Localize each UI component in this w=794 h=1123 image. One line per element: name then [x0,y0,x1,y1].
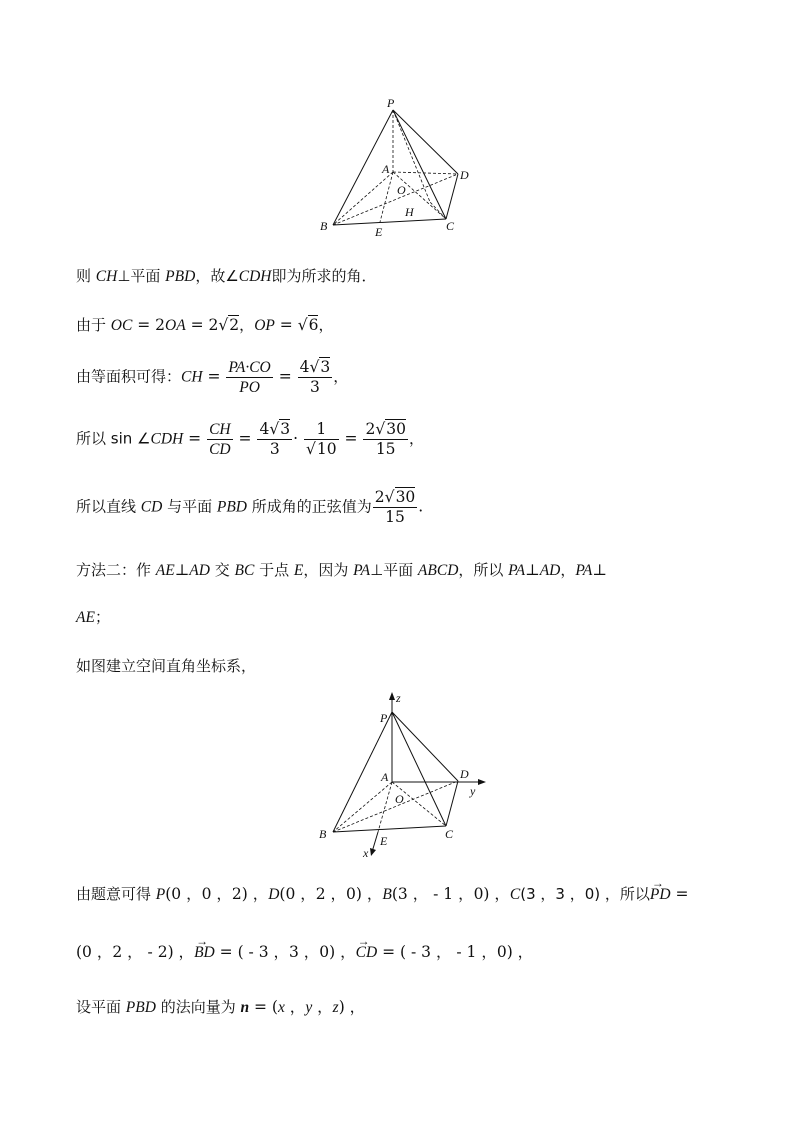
pyramid-figure-1 [310,92,480,242]
text-line-7: AE； [76,608,110,626]
label-P: P [380,711,388,725]
label-C: C [446,219,455,233]
label-D: D [460,168,469,182]
fraction: $\frac{PA\cdot CO}{PO}$ [228,359,271,396]
axis-label-x: x [363,846,369,860]
text-line-11: 设平面 PBD 的法向量为 n = (x ，y ，z) ， [76,998,366,1016]
fraction: $\frac{4√3}{3}$ [259,420,291,458]
text-line-1: 则 CH⊥平面 PBD，故∠CDH即为所求的角． [76,267,377,285]
axis-label-y: y [470,784,476,798]
fraction: $\frac{2√30}{15}$ [374,488,416,526]
label-O: O [395,792,404,806]
text-line-10: (0 ，2 ， - 2) ，→ BD = ( - 3 ，3 ，0) ，→ CD = ( - 3 ， - 1 ，0) ， [76,942,533,963]
fraction: $\frac{2√30}{15}$ [365,420,406,458]
label-E: E [380,834,388,848]
text-line-2: 由于 OC = 2OA = 2√2，OP = √6， [76,316,334,334]
label-H: H [405,205,414,219]
text-line-3: 由等面积可得：CH = $\frac{PA\cdot CO}{PO}$ = $\frac{4√3}{3}$ ， [76,358,349,396]
label-B: B [319,827,327,841]
text-line-4: 所以 sin ∠CDH = $\frac{CH}{CD}$ = $\frac{4√3}{3}$ · $\frac{1}{√10}$ = $\frac{2√30}{15}$ ， [76,420,424,458]
fraction: $\frac{CH}{CD}$ [209,421,231,458]
label-D: D [460,767,469,781]
fraction: $\frac{1}{√10}$ [305,420,337,458]
label-C: C [445,827,454,841]
label-P: P [387,96,395,110]
text-line-6: 方法二：作 AE⊥AD 交 BC 于点 E，因为 PA⊥平面 ABCD，所以 PA⊥AD，PA⊥ [76,561,607,579]
coordinate-pyramid-figure-2 [310,688,490,860]
label-A: A [382,162,390,176]
label-A: A [381,770,389,784]
text-line-5: 所以直线 CD 与平面 PBD 所成角的正弦值为 $\frac{2√30}{15}$ . [76,488,424,526]
fraction: $\frac{4√3}{3}$ [299,358,331,396]
label-E: E [375,225,383,239]
text-line-9: 由题意可得 P(0 ，0 ，2) ，D(0 ，2 ，0) ，B(3 ， - 1 ，0) ，C(3 ，3 ，0) ，所以→ PD = [76,884,689,905]
label-B: B [320,219,328,233]
label-O: O [397,183,406,197]
axis-label-z: z [396,691,401,705]
text-line-8: 如图建立空间直角坐标系， [76,657,257,675]
